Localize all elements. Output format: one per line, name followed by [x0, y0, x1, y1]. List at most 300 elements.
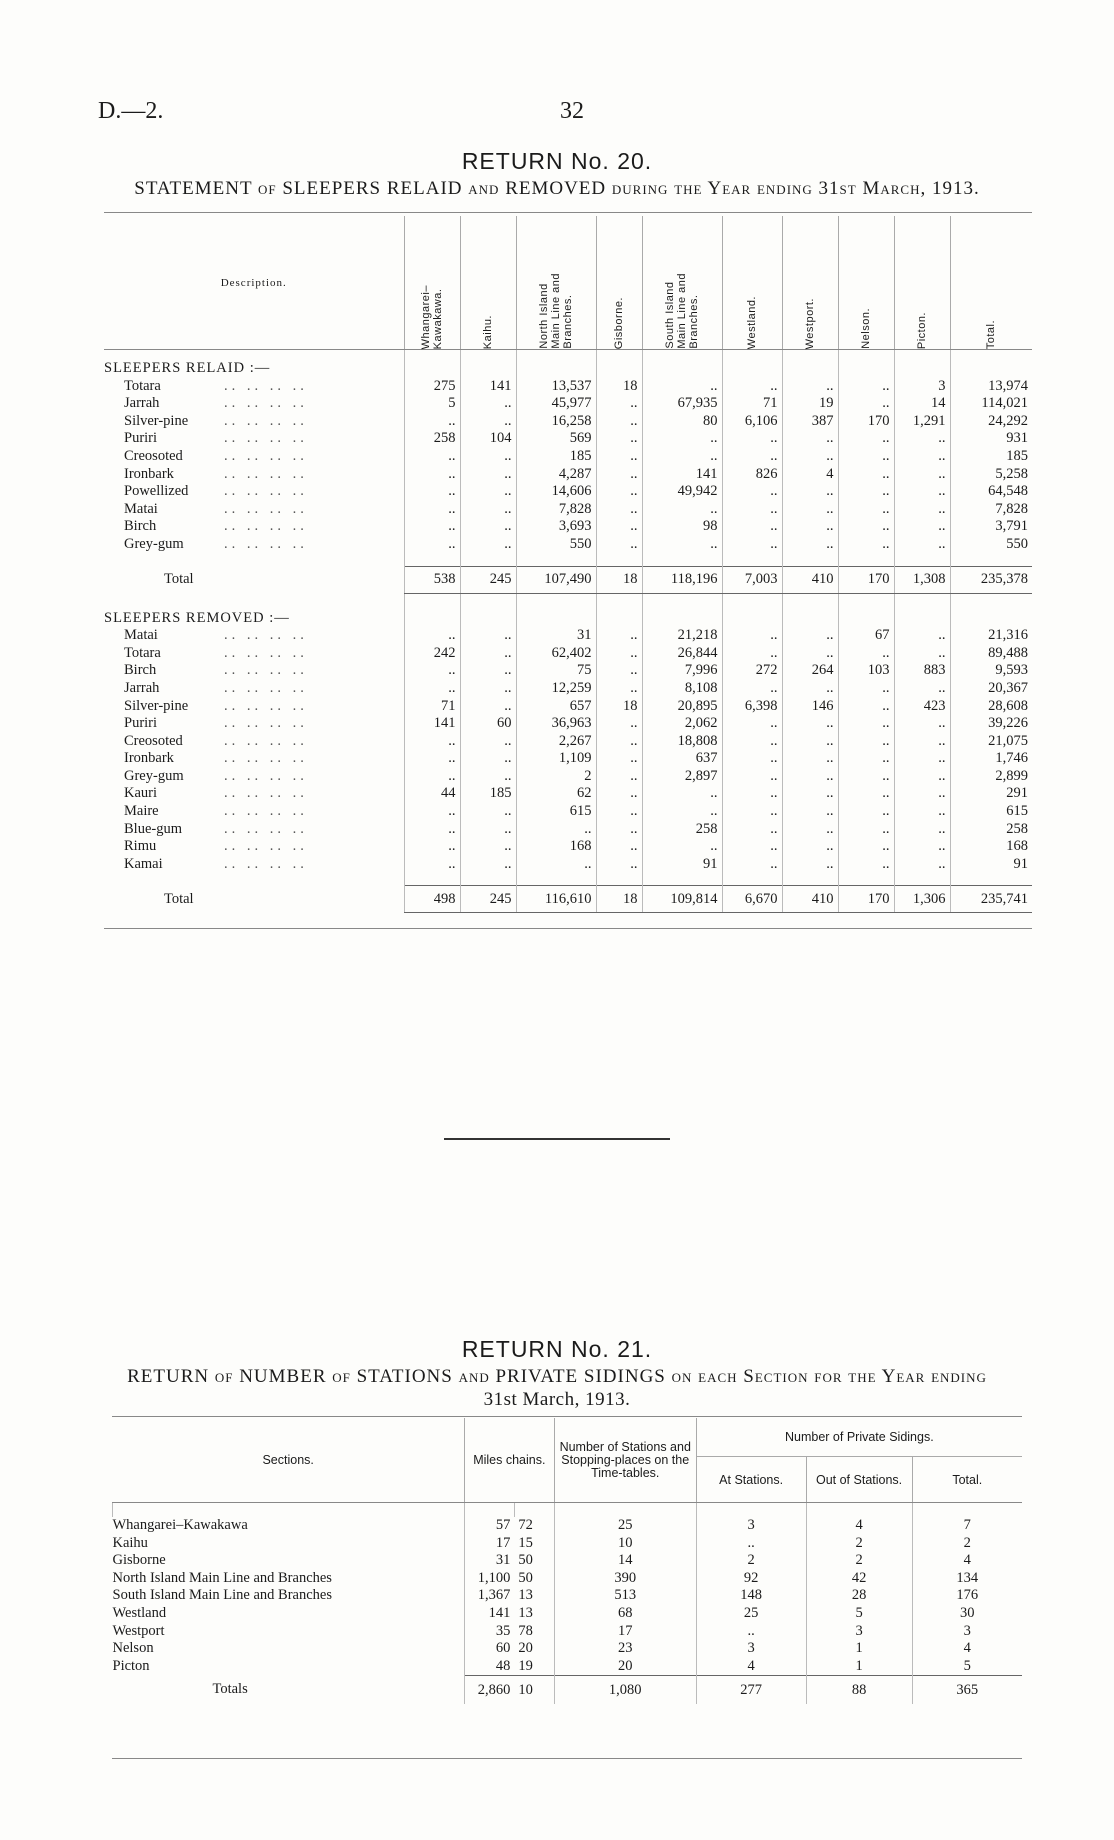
- table-cell: ..: [722, 785, 782, 803]
- table-cell: 72: [518, 1517, 533, 1533]
- total-cell: 6,670: [722, 886, 782, 913]
- total-cell: 109,814: [642, 886, 722, 913]
- row-label: Maire .. .. .. ..: [104, 803, 404, 821]
- column-header-text: Whangarei– Kawakawa.: [420, 284, 444, 349]
- return-20-title: RETURN No. 20.: [461, 148, 653, 174]
- table-cell: ..: [460, 483, 516, 501]
- table-cell: ..: [894, 645, 950, 663]
- table-cell: 4: [696, 1658, 806, 1676]
- table-cell: 6,398: [722, 698, 782, 716]
- table-cell: ..: [596, 768, 642, 786]
- table-cell: ..: [404, 501, 460, 519]
- col-total-sidings: Total.: [912, 1457, 1022, 1503]
- table-row: [104, 378, 1032, 396]
- table-row: [104, 430, 1032, 448]
- table-cell: ..: [460, 627, 516, 645]
- table-cell: 15: [518, 1534, 533, 1551]
- table-row: [104, 821, 1032, 839]
- table-cell: 1,367: [464, 1587, 514, 1605]
- total-cell: 235,741: [950, 886, 1032, 913]
- timber-name: Maire: [124, 803, 159, 820]
- table-cell: 3,693: [516, 518, 596, 536]
- table-cell: ..: [894, 536, 950, 554]
- totals-cell: 2,860: [464, 1676, 514, 1705]
- table-cell: ..: [782, 715, 838, 733]
- total-cell: 1,308: [894, 566, 950, 593]
- table-row: [104, 750, 1032, 768]
- table-cell: ..: [894, 768, 950, 786]
- bottom-rule-20: [104, 928, 1032, 929]
- table-cell: ..: [894, 466, 950, 484]
- table-cell: ..: [782, 856, 838, 874]
- table-cell: 20,895: [642, 698, 722, 716]
- table-cell: ..: [460, 395, 516, 413]
- table-cell: 7,828: [950, 501, 1032, 519]
- row-label: Birch .. .. .. ..: [104, 518, 404, 536]
- table-cell: ..: [838, 430, 894, 448]
- table-cell: ..: [404, 821, 460, 839]
- table-cell: 550: [950, 536, 1032, 554]
- table-cell: ..: [722, 501, 782, 519]
- table-cell: 5: [404, 395, 460, 413]
- table-cell: ..: [596, 645, 642, 663]
- table-cell: 2,062: [642, 715, 722, 733]
- table-cell: 14: [894, 395, 950, 413]
- table-cell: ..: [642, 785, 722, 803]
- table-cell: 8,108: [642, 680, 722, 698]
- return-20-subtitle: STATEMENT of SLEEPERS RELAID and REMOVED during the Year ending 31st March, 1913.: [134, 178, 980, 199]
- table-cell: ..: [596, 430, 642, 448]
- total-cell: 538: [404, 566, 460, 593]
- table-cell: ..: [404, 768, 460, 786]
- table-cell: 71: [722, 395, 782, 413]
- table-cell: 7,996: [642, 662, 722, 680]
- totals-cell: 365: [912, 1676, 1022, 1705]
- table-cell: 390: [554, 1570, 696, 1588]
- table-cell: ..: [894, 715, 950, 733]
- table-cell: 258: [950, 821, 1032, 839]
- table-cell: 4: [912, 1552, 1022, 1570]
- table-row: [104, 627, 1032, 645]
- table-cell: 16,258: [516, 413, 596, 431]
- table-row: [104, 715, 1032, 733]
- col-out-stations: Out of Stations.: [806, 1457, 912, 1503]
- table-cell: ..: [404, 856, 460, 874]
- total-cell: 116,610: [516, 886, 596, 913]
- table-cell: 141: [642, 466, 722, 484]
- table-cell: ..: [838, 856, 894, 874]
- table-cell: 28: [806, 1587, 912, 1605]
- table-cell: ..: [404, 662, 460, 680]
- table-cell: ..: [838, 785, 894, 803]
- section-name: North Island Main Line and Branches: [112, 1569, 332, 1586]
- table-cell: ..: [838, 448, 894, 466]
- sleepers-table: [104, 216, 1032, 913]
- column-header-text: South Island Main Line and Branches.: [664, 273, 700, 349]
- timber-name: Kauri: [124, 785, 158, 802]
- table-cell: 168: [950, 838, 1032, 856]
- table-row: [104, 768, 1032, 786]
- table-cell: 20,367: [950, 680, 1032, 698]
- table-row: [113, 1535, 1023, 1553]
- table-cell: 21,075: [950, 733, 1032, 751]
- table-cell: 883: [894, 662, 950, 680]
- table-cell: 98: [642, 518, 722, 536]
- row-label: Ironbark .. .. .. ..: [104, 466, 404, 484]
- table-cell: 291: [950, 785, 1032, 803]
- table-cell: 36,963: [516, 715, 596, 733]
- table-cell: ..: [722, 518, 782, 536]
- row-label: Totara .. .. .. ..: [104, 645, 404, 663]
- table-cell: 13,537: [516, 378, 596, 396]
- table-cell: ..: [516, 821, 596, 839]
- table-cell: ..: [722, 627, 782, 645]
- column-header-text: Total.: [985, 319, 998, 349]
- section-name: Westport: [112, 1622, 165, 1639]
- table-cell: 826: [722, 466, 782, 484]
- table-row: [104, 483, 1032, 501]
- table-cell: ..: [782, 733, 838, 751]
- document-reference: D.—2.: [98, 98, 164, 124]
- table-cell: 60: [464, 1640, 514, 1658]
- table-cell: 2: [912, 1535, 1022, 1553]
- col-stations: Number of Stations and Stopping-places on the Time-tables.: [554, 1418, 696, 1503]
- table-cell: ..: [894, 518, 950, 536]
- column-header: [782, 216, 838, 350]
- table-cell: 67,935: [642, 395, 722, 413]
- table-cell: 2: [806, 1552, 912, 1570]
- section-name: Nelson: [112, 1640, 154, 1657]
- row-label: Totara .. .. .. ..: [104, 378, 404, 396]
- table-cell: 141: [464, 1605, 514, 1623]
- row-label: Rimu .. .. .. ..: [104, 838, 404, 856]
- total-label: Total: [164, 570, 194, 587]
- table-cell: ..: [894, 838, 950, 856]
- timber-name: Creosoted: [124, 447, 183, 464]
- row-label: Kauri .. .. .. ..: [104, 785, 404, 803]
- table-cell: ..: [894, 448, 950, 466]
- table-cell: ..: [404, 750, 460, 768]
- table-cell: ..: [404, 518, 460, 536]
- table-cell: ..: [894, 785, 950, 803]
- table-cell: 146: [782, 698, 838, 716]
- top-rule: [104, 212, 1032, 213]
- table-cell: ..: [838, 750, 894, 768]
- table-cell: 5: [912, 1658, 1022, 1676]
- table-cell: ..: [894, 430, 950, 448]
- table-cell: ..: [722, 821, 782, 839]
- table-cell: 49,942: [642, 483, 722, 501]
- row-label: Kamai .. .. .. ..: [104, 856, 404, 874]
- table-cell: 13: [518, 1604, 533, 1621]
- table-cell: 114,021: [950, 395, 1032, 413]
- table-cell: 35: [464, 1623, 514, 1641]
- totals-cell: 1,080: [554, 1676, 696, 1705]
- table-row: [104, 785, 1032, 803]
- table-cell: 62,402: [516, 645, 596, 663]
- table-cell: ..: [722, 838, 782, 856]
- table-cell: ..: [722, 448, 782, 466]
- table-cell: 6,106: [722, 413, 782, 431]
- table-cell: ..: [838, 715, 894, 733]
- table-cell: 91: [950, 856, 1032, 874]
- table-cell: 17: [464, 1535, 514, 1553]
- table-cell: ..: [642, 430, 722, 448]
- timber-name: Rimu: [124, 838, 157, 855]
- table-cell: 17: [554, 1623, 696, 1641]
- table-cell: 4: [782, 466, 838, 484]
- col-at-stations: At Stations.: [696, 1457, 806, 1503]
- table-cell: 30: [912, 1605, 1022, 1623]
- table-cell: ..: [460, 448, 516, 466]
- table-cell: ..: [596, 448, 642, 466]
- table-cell: 3: [696, 1640, 806, 1658]
- timber-name: Grey-gum: [124, 535, 184, 552]
- table-cell: ..: [722, 768, 782, 786]
- column-header: [404, 216, 460, 350]
- column-header: [722, 216, 782, 350]
- table-cell: ..: [404, 838, 460, 856]
- timber-name: Ironbark: [124, 465, 174, 482]
- table-cell: ..: [782, 518, 838, 536]
- table-cell: ..: [894, 821, 950, 839]
- table-cell: 1: [806, 1640, 912, 1658]
- table-cell: 64,548: [950, 483, 1032, 501]
- table-cell: 18: [596, 378, 642, 396]
- table-cell: ..: [460, 501, 516, 519]
- table-cell: 3: [696, 1517, 806, 1535]
- total-cell: 1,306: [894, 886, 950, 913]
- timber-name: Puriri: [124, 430, 158, 447]
- table-cell: 13,974: [950, 378, 1032, 396]
- table-cell: 67: [838, 627, 894, 645]
- total-cell: 18: [596, 566, 642, 593]
- totals-cell: 10: [514, 1676, 554, 1705]
- table-cell: 275: [404, 378, 460, 396]
- stations-table: [112, 1418, 1022, 1704]
- table-row: [113, 1640, 1023, 1658]
- column-header-text: Westport.: [804, 297, 816, 349]
- table-row: [104, 501, 1032, 519]
- table-row: [113, 1587, 1023, 1605]
- timber-name: Birch: [124, 518, 157, 535]
- table-cell: ..: [642, 838, 722, 856]
- table-cell: ..: [642, 448, 722, 466]
- table-cell: 513: [554, 1587, 696, 1605]
- table-cell: 25: [554, 1517, 696, 1535]
- table-cell: ..: [404, 413, 460, 431]
- table-cell: ..: [460, 768, 516, 786]
- section-name: South Island Main Line and Branches: [112, 1587, 332, 1604]
- timber-name: Totara: [124, 377, 161, 394]
- table-cell: 615: [516, 803, 596, 821]
- table-cell: ..: [642, 501, 722, 519]
- table-cell: 14,606: [516, 483, 596, 501]
- table-row: [113, 1658, 1023, 1676]
- timber-name: Ironbark: [124, 750, 174, 767]
- table-cell: 18: [596, 698, 642, 716]
- table-cell: 91: [642, 856, 722, 874]
- table-cell: ..: [894, 856, 950, 874]
- totals-cell: 88: [806, 1676, 912, 1705]
- table-cell: ..: [696, 1535, 806, 1553]
- table-cell: ..: [838, 378, 894, 396]
- table-cell: 104: [460, 430, 516, 448]
- table-cell: ..: [460, 856, 516, 874]
- table-cell: 39,226: [950, 715, 1032, 733]
- table-row: [113, 1552, 1023, 1570]
- table-cell: 14: [554, 1552, 696, 1570]
- section-name: Picton: [112, 1658, 150, 1674]
- table-cell: ..: [782, 680, 838, 698]
- table-cell: ..: [460, 536, 516, 554]
- table-cell: ..: [404, 733, 460, 751]
- table-cell: ..: [782, 821, 838, 839]
- table-cell: ..: [596, 785, 642, 803]
- table-cell: ..: [838, 518, 894, 536]
- table-cell: 62: [516, 785, 596, 803]
- table-cell: 28,608: [950, 698, 1032, 716]
- return-21-subtitle-line2: 31st March, 1913.: [483, 1389, 631, 1410]
- table-cell: 89,488: [950, 645, 1032, 663]
- table-cell: 45,977: [516, 395, 596, 413]
- table-row: [104, 645, 1032, 663]
- table-cell: 60: [460, 715, 516, 733]
- column-header: [894, 216, 950, 350]
- table-cell: ..: [894, 803, 950, 821]
- table-cell: 12,259: [516, 680, 596, 698]
- table-cell: 272: [722, 662, 782, 680]
- table-cell: ..: [642, 536, 722, 554]
- table-cell: 170: [838, 413, 894, 431]
- row-label: Grey-gum .. .. .. ..: [104, 768, 404, 786]
- timber-name: Creosoted: [124, 732, 183, 749]
- total-cell: 245: [460, 886, 516, 913]
- col-sections: Sections.: [113, 1418, 465, 1503]
- table-cell: ..: [460, 750, 516, 768]
- table-cell: 176: [912, 1587, 1022, 1605]
- section-separator: [444, 1138, 670, 1140]
- table-cell: ..: [722, 536, 782, 554]
- table-cell: ..: [460, 803, 516, 821]
- table-cell: 25: [696, 1605, 806, 1623]
- section-name: Kaihu: [112, 1534, 148, 1551]
- table-cell: ..: [722, 803, 782, 821]
- table-cell: 9,593: [950, 662, 1032, 680]
- table-cell: ..: [596, 803, 642, 821]
- table-row: [104, 518, 1032, 536]
- table-cell: ..: [838, 821, 894, 839]
- table-cell: ..: [596, 750, 642, 768]
- table-cell: 50: [518, 1552, 533, 1569]
- table-cell: ..: [596, 821, 642, 839]
- col-miles: Miles chains.: [464, 1418, 554, 1503]
- table-cell: 3,791: [950, 518, 1032, 536]
- table-cell: 185: [950, 448, 1032, 466]
- table-cell: ..: [838, 838, 894, 856]
- table-cell: 44: [404, 785, 460, 803]
- table-cell: ..: [838, 803, 894, 821]
- table-cell: 75: [516, 662, 596, 680]
- table-cell: ..: [596, 483, 642, 501]
- table-cell: 21,316: [950, 627, 1032, 645]
- table-cell: ..: [596, 733, 642, 751]
- table-cell: 1,291: [894, 413, 950, 431]
- table-cell: ..: [696, 1623, 806, 1641]
- table-cell: ..: [596, 662, 642, 680]
- page-number: 32: [560, 98, 584, 124]
- table-cell: 48: [464, 1658, 514, 1676]
- table-row: [104, 662, 1032, 680]
- table-cell: ..: [838, 483, 894, 501]
- table-cell: 5,258: [950, 466, 1032, 484]
- table-cell: ..: [782, 448, 838, 466]
- column-header: [950, 216, 1032, 350]
- table-cell: 31: [516, 627, 596, 645]
- table-cell: ..: [596, 838, 642, 856]
- table-cell: 20: [518, 1640, 533, 1657]
- timber-name: Powellized: [124, 483, 189, 500]
- table-cell: ..: [404, 448, 460, 466]
- bottom-rule-21: [112, 1758, 1022, 1759]
- table-cell: ..: [596, 680, 642, 698]
- timber-name: Silver-pine: [124, 697, 189, 714]
- table-cell: 7,828: [516, 501, 596, 519]
- table-cell: 1,109: [516, 750, 596, 768]
- table-cell: 134: [912, 1570, 1022, 1588]
- table-row: [113, 1517, 1023, 1535]
- table-cell: 141: [460, 378, 516, 396]
- table-cell: 2: [696, 1552, 806, 1570]
- table-cell: ..: [782, 378, 838, 396]
- table-cell: 24,292: [950, 413, 1032, 431]
- table-cell: 3: [806, 1623, 912, 1641]
- table-cell: ..: [404, 483, 460, 501]
- section-name: Whangarei–Kawakawa: [112, 1517, 248, 1533]
- table-cell: 19: [518, 1657, 533, 1674]
- timber-name: Blue-gum: [124, 820, 182, 837]
- table-cell: ..: [838, 501, 894, 519]
- table-cell: ..: [460, 838, 516, 856]
- table-cell: ..: [722, 645, 782, 663]
- table-cell: 637: [642, 750, 722, 768]
- column-header-text: Picton.: [916, 311, 928, 349]
- table-cell: 21,218: [642, 627, 722, 645]
- total-cell: 498: [404, 886, 460, 913]
- table-cell: ..: [596, 856, 642, 874]
- row-label: Powellized .. .. .. ..: [104, 483, 404, 501]
- table-cell: 71: [404, 698, 460, 716]
- table-cell: ..: [722, 378, 782, 396]
- table-cell: ..: [642, 803, 722, 821]
- timber-name: Kamai: [124, 855, 163, 872]
- table-row: [104, 803, 1032, 821]
- table-cell: 185: [460, 785, 516, 803]
- table-cell: ..: [516, 856, 596, 874]
- table-cell: 1,746: [950, 750, 1032, 768]
- table-cell: 10: [554, 1535, 696, 1553]
- section-heading-row: [104, 356, 1032, 378]
- column-header: Description.: [104, 216, 404, 350]
- header-row: [104, 216, 1032, 350]
- table-cell: 23: [554, 1640, 696, 1658]
- row-label: Puriri .. .. .. ..: [104, 715, 404, 733]
- table-row: [104, 698, 1032, 716]
- table-cell: ..: [838, 768, 894, 786]
- table-cell: ..: [782, 430, 838, 448]
- table-row: [104, 733, 1032, 751]
- table-cell: ..: [722, 430, 782, 448]
